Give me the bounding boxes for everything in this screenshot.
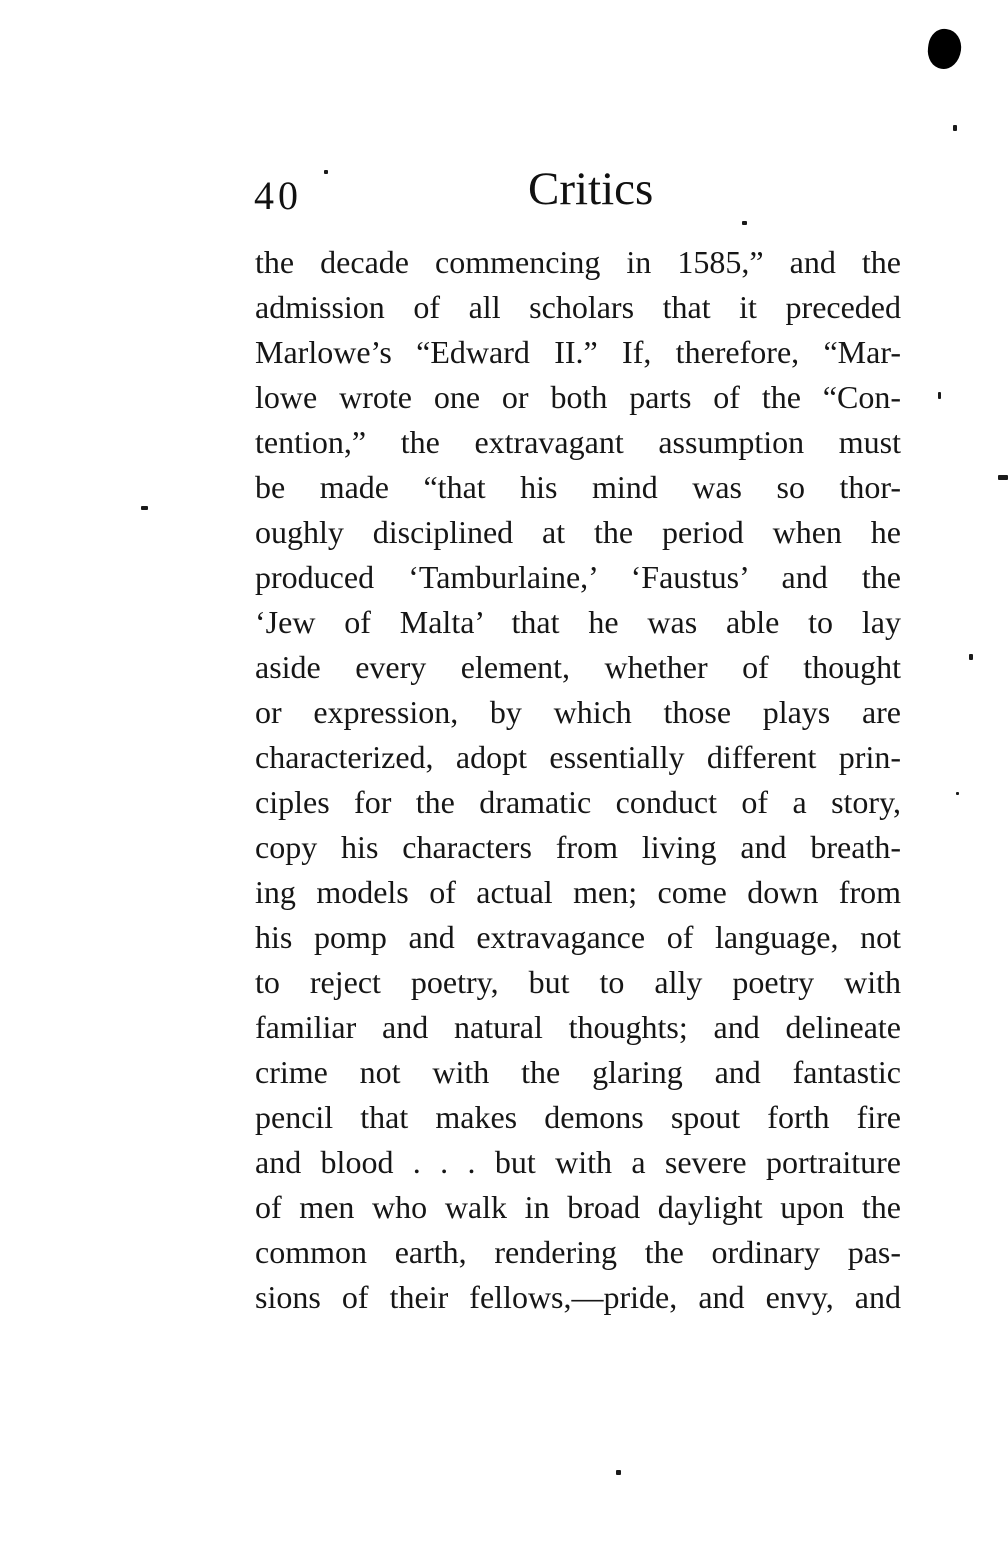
scan-speck [742, 221, 747, 225]
text-line: his pomp and extravagance of language, not [255, 919, 901, 955]
text-line: oughly disciplined at the period when he [255, 514, 901, 550]
text-line: of men who walk in broad daylight upon the [255, 1189, 901, 1225]
text-line: characterized, adopt essentially different prin- [255, 739, 901, 775]
ink-blot [925, 27, 963, 71]
text-line: pencil that makes demons spout forth fire [255, 1099, 901, 1135]
scan-speck [141, 506, 148, 510]
text-line: be made “that his mind was so thor- [255, 469, 901, 505]
scan-speck [998, 475, 1008, 480]
text-line: admission of all scholars that it preceded [255, 289, 901, 325]
scan-speck [953, 125, 957, 131]
scan-speck [969, 654, 973, 660]
scan-speck [324, 170, 328, 174]
text-line: crime not with the glaring and fantastic [255, 1054, 901, 1090]
text-line: to reject poetry, but to ally poetry with [255, 964, 901, 1000]
text-line: lowe wrote one or both parts of the “Con- [255, 379, 901, 415]
text-line: Marlowe’s “Edward II.” If, therefore, “Mar- [255, 334, 901, 370]
text-line: ‘Jew of Malta’ that he was able to lay [255, 604, 901, 640]
text-line: tention,” the extravagant assumption must [255, 424, 901, 460]
text-line: ciples for the dramatic conduct of a story, [255, 784, 901, 820]
scan-speck [616, 1470, 621, 1475]
running-head-title: Critics [528, 163, 654, 215]
text-line: produced ‘Tamburlaine,’ ‘Faustus’ and the [255, 559, 901, 595]
text-line: familiar and natural thoughts; and delineate [255, 1009, 901, 1045]
text-line: copy his characters from living and breath- [255, 829, 901, 865]
text-line: or expression, by which those plays are [255, 694, 901, 730]
scan-speck [956, 792, 959, 795]
scan-speck [938, 392, 941, 399]
text-line: sions of their fellows,—pride, and envy, and [255, 1279, 901, 1315]
text-line: and blood . . . but with a severe portraiture [255, 1144, 901, 1180]
text-line: aside every element, whether of thought [255, 649, 901, 685]
text-line: common earth, rendering the ordinary pas- [255, 1234, 901, 1270]
text-line: ing models of actual men; come down from [255, 874, 901, 910]
page-number: 40 [254, 173, 302, 218]
text-line: the decade commencing in 1585,” and the [255, 244, 901, 280]
text-column [255, 240, 901, 1320]
